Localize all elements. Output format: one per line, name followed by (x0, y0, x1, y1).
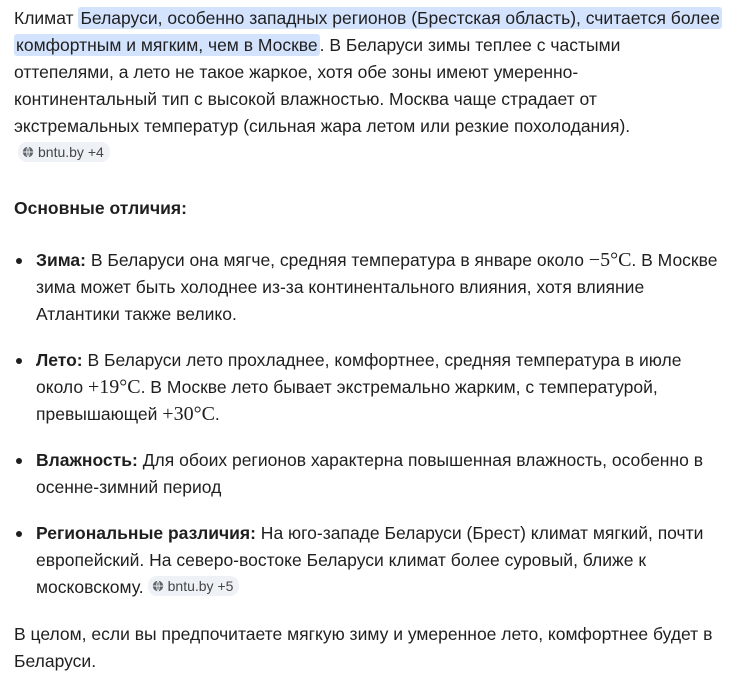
list-item-humidity (14, 447, 721, 501)
bullet-dot (16, 258, 22, 264)
intro-rest: . В Беларуси зимы теплее с частыми оттепелями, а лето не такое жаркое, хотя обе зоны имеют умеренно-континентальный тип с высокой влажностью. Москва чаще страдает от экстремальных температур (сильная жара летом или резкие похолодания). (14, 35, 631, 136)
section-heading: Основные отличия: (14, 198, 187, 218)
differences-list (14, 247, 721, 601)
bullet-dot (16, 358, 22, 364)
bullet-dot (16, 458, 22, 464)
item-text: В Беларуси лето прохладнее, комфортнее, средняя температура в июле около (36, 350, 682, 397)
list-item-summer (14, 347, 721, 428)
globe-icon (22, 146, 34, 158)
source-chip-label: bntu.by +5 (167, 578, 234, 594)
temperature-value: +30°C (162, 403, 215, 425)
source-chip-intro[interactable] (18, 142, 110, 162)
item-term: Зима: (36, 250, 86, 270)
item-text: . В Москве зима может быть холоднее из-за континентального влияния, хотя влияние Атлантики также велико. (36, 250, 718, 324)
list-item-winter (14, 247, 721, 328)
intro-lead: Климат (14, 8, 79, 28)
item-term: Лето: (36, 350, 83, 370)
item-text: Для обоих регионов характерна повышенная влажность, особенно в осенне-зимний период (36, 450, 704, 497)
source-chip-label: bntu.by +4 (38, 144, 104, 160)
intro-paragraph (14, 5, 721, 167)
item-term: Влажность: (36, 450, 138, 470)
item-term: Региональные различия: (36, 523, 256, 543)
source-chip-regional[interactable] (148, 576, 240, 596)
item-text: В Беларуси она мягче, средняя температура в январе около (86, 250, 589, 270)
conclusion-paragraph: В целом, если вы предпочитаете мягкую зиму и умеренное лето, комфортнее будет в Беларуси. (14, 624, 713, 671)
item-text: На юго-западе Беларуси (Брест) климат мягкий, почти европейский. На северо-востоке Беларуси климат более суровый, ближе к московскому. (36, 523, 704, 597)
item-text: . (214, 404, 220, 424)
bullet-dot (16, 531, 22, 537)
temperature-value: −5°C (588, 249, 632, 271)
list-item-regional (14, 520, 721, 601)
item-text: . В Москве лето бывает экстремально жарким, с температурой, превышающей (36, 377, 658, 424)
globe-icon (152, 580, 164, 592)
temperature-value: +19°C (87, 376, 141, 398)
intro-highlight[interactable]: Беларуси, особенно западных регионов (Брестская область), считается более комфортным и мягким, чем в Москве (16, 8, 720, 55)
